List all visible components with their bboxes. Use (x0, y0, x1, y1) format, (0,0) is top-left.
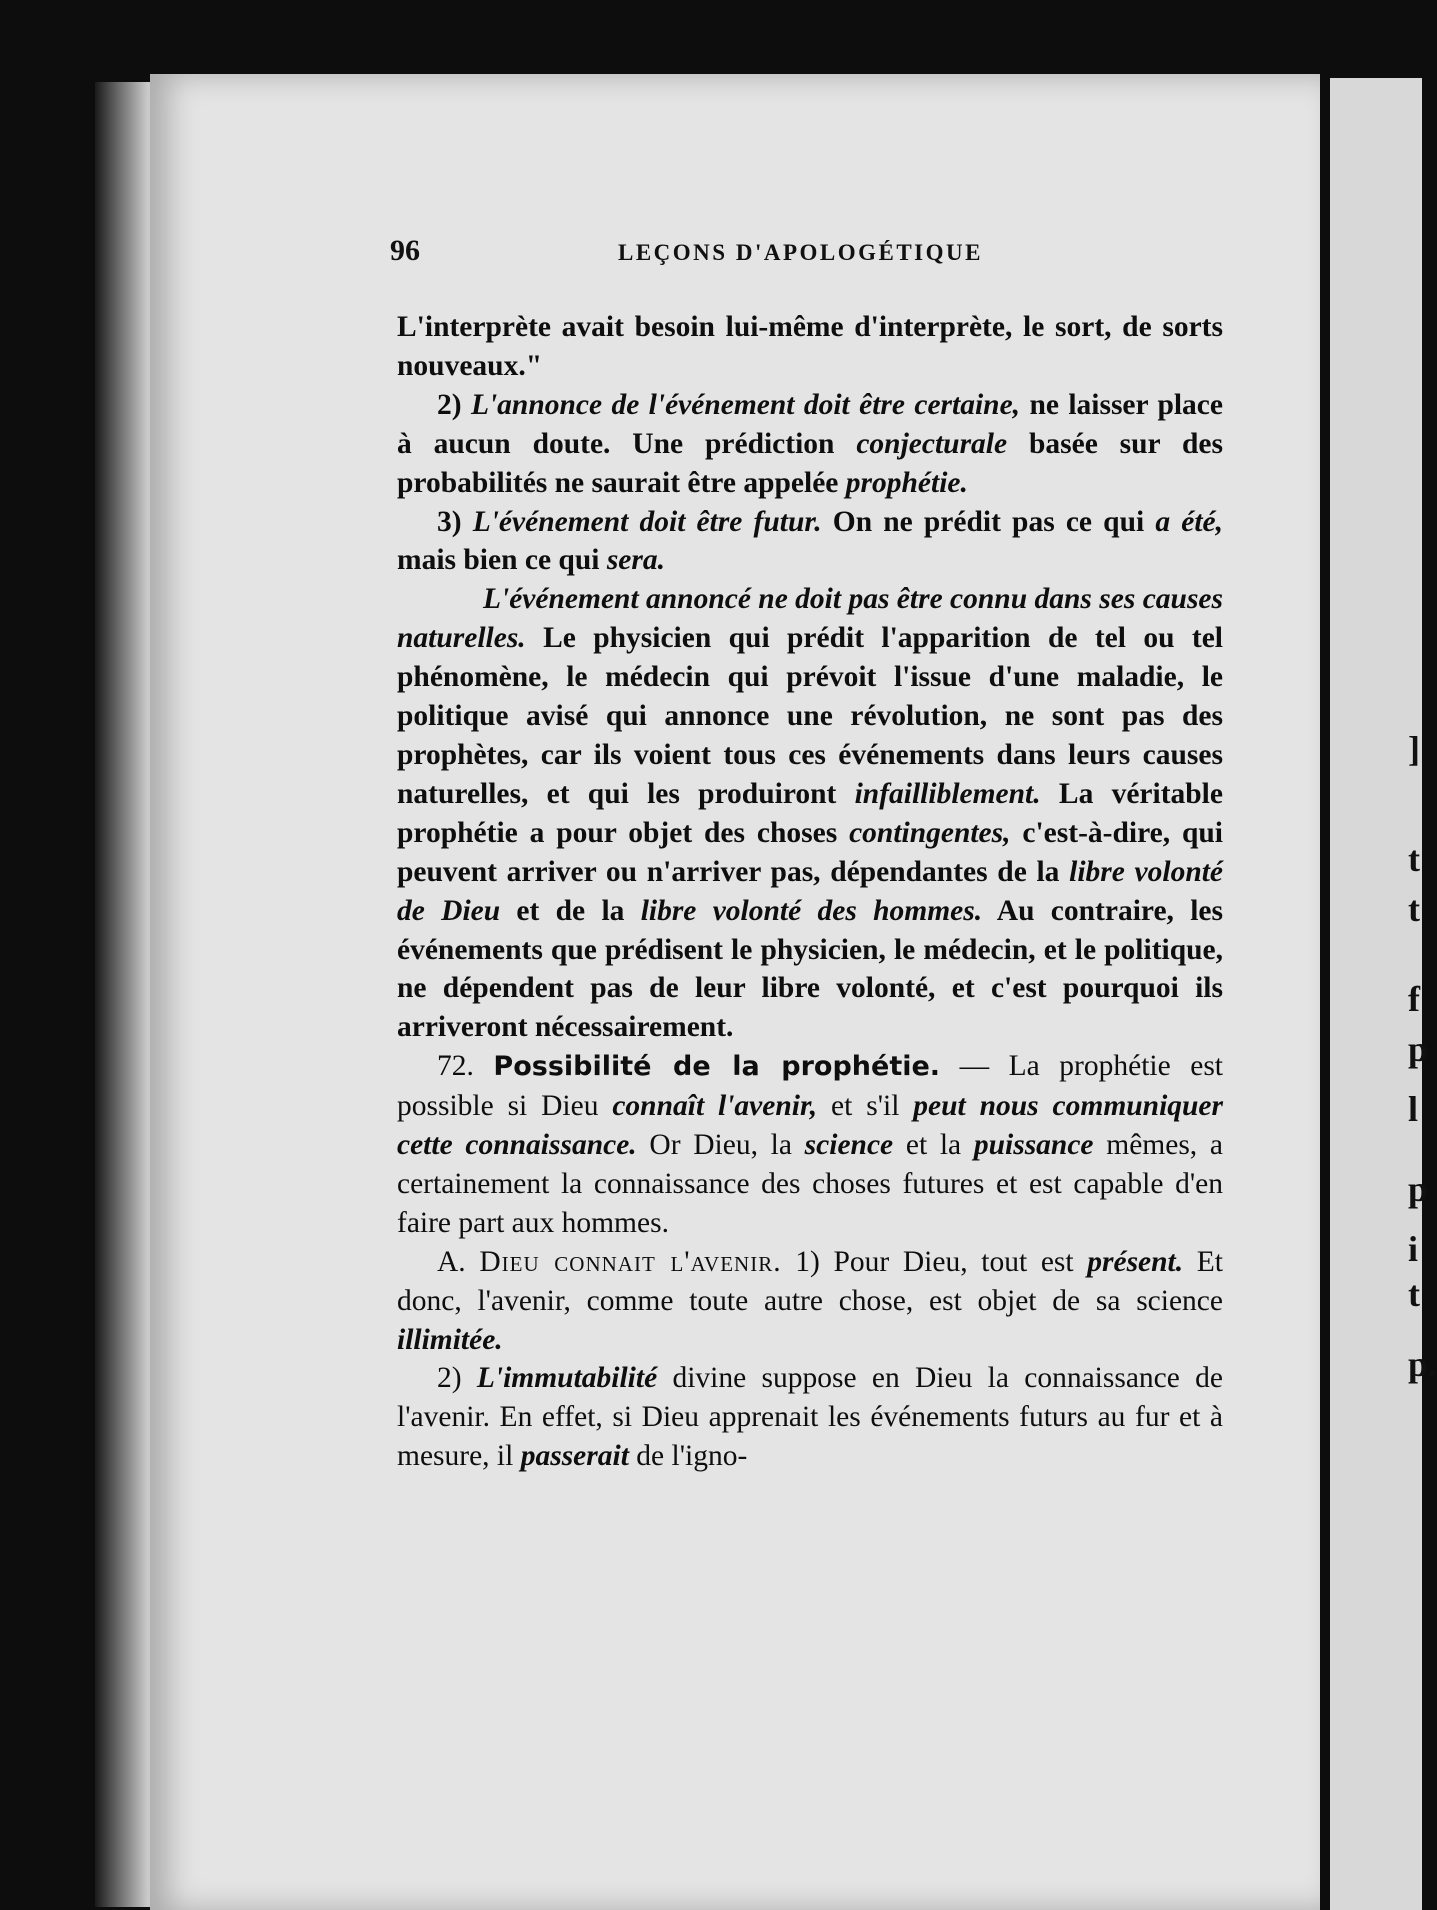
text-segment: Au contraire, les événements que prédisent le physicien, le médecin, et le politique, ne dépendent pas de leur libre volonté, et c'est pourquoi ils arriveront nécessairement. (397, 894, 1223, 1044)
text-segment: libre volonté des hommes. (640, 894, 983, 927)
text-segment: infailliblement. (854, 777, 1041, 810)
paragraph (397, 580, 1223, 1047)
text-segment: Dieu connait l'avenir. (479, 1245, 782, 1278)
text-segment: puissance (973, 1129, 1094, 1162)
text-segment: de l'igno- (628, 1440, 748, 1473)
text-segment: divine suppose en Dieu la connaissance de l'avenir. En effet, si Dieu apprenait les événements futurs au fur et à mesure, il (397, 1362, 1223, 1473)
text-segment: L'immutabilité (476, 1362, 658, 1395)
paragraph (397, 386, 1223, 503)
text-segment: L'événement doit être futur. (472, 505, 822, 538)
paragraph (397, 1243, 1223, 1360)
paragraph (397, 1359, 1223, 1476)
text-segment: Or Dieu, la (636, 1129, 805, 1162)
facing-page-letter: l (1408, 1089, 1419, 1129)
book-title: LEÇONS D'APOLOGÉTIQUE (618, 240, 983, 265)
facing-page-letter: t (1408, 839, 1420, 879)
text-segment: On ne prédit pas ce qui (821, 505, 1156, 538)
text-segment: et s'il (817, 1090, 914, 1123)
paragraph (397, 503, 1223, 581)
page-number: 96 (390, 234, 420, 267)
facing-page-letter: t (1408, 1274, 1420, 1314)
facing-page-letter: p (1408, 1169, 1429, 1209)
paragraph (397, 308, 1223, 386)
text-segment: contingentes, (849, 816, 1011, 849)
facing-page-letter: t (1408, 889, 1420, 929)
text-segment: A. (437, 1245, 480, 1278)
text-segment: 72. (437, 1050, 494, 1083)
facing-page-letter: ] (1408, 729, 1420, 769)
text-segment: a été, (1155, 505, 1223, 538)
text-segment: Possibilité de la prophétie. (493, 1051, 941, 1083)
facing-page-letter: f (1408, 979, 1420, 1019)
facing-page-letter: i (1408, 1229, 1419, 1269)
facing-page-letter: p. (1408, 1344, 1437, 1384)
text-segment: et la (893, 1129, 974, 1162)
text-segment: L'annonce de l'événement doit être certaine, (470, 388, 1021, 421)
text-segment: prophétie. (845, 466, 968, 499)
text-segment: connaît l'avenir, (612, 1090, 818, 1123)
text-segment: passerait (520, 1440, 629, 1473)
text-segment: mais bien ce qui (397, 544, 607, 577)
text-segment: L'événement annoncé ne doit pas être connu dans ses causes naturelles. (397, 583, 1223, 655)
paragraph (397, 1047, 1223, 1243)
text-segment: L'interprète avait besoin lui-même d'interprète, le sort, de sorts nouveaux." (397, 311, 1223, 382)
text-segment: présent. (1087, 1245, 1184, 1278)
facing-page-letter: p (1408, 1029, 1429, 1069)
text-segment: mêmes, a certainement la connaissance des choses futures et est capable d'en faire part aux hommes. (397, 1129, 1223, 1239)
text-segment: Le physicien qui prédit l'apparition de tel ou tel phénomène, le médecin qui prévoit l'issue d'une maladie, le politique avisé qui annonce une révolution, ne sont pas des prophètes, car ils voient tous ces événements dans leurs causes naturelles, et qui les produiront (397, 622, 1223, 810)
text-segment: La véritable prophétie a pour objet des choses (397, 777, 1223, 849)
text-segment: conjecturale (856, 427, 1008, 460)
text-segment: c'est-à-dire, qui peuvent arriver ou n'arriver pas, dépendantes de la (397, 816, 1223, 888)
text-segment: 3) (437, 505, 473, 538)
text-segment: illimitée. (397, 1323, 503, 1356)
text-segment: 1) Pour Dieu, tout est (781, 1245, 1088, 1278)
text-segment: ne laisser place à aucun doute. Une prédiction (397, 388, 1223, 460)
body-text (397, 308, 1223, 1476)
text-segment: et de la (500, 894, 641, 927)
text-segment: sera. (606, 544, 665, 577)
text-segment: libre volonté de Dieu (397, 855, 1224, 927)
running-head (390, 234, 1250, 274)
text-segment: basée sur des probabilités ne saurait être appelée (397, 427, 1223, 499)
text-segment: peut nous communiquer cette connaissance. (397, 1090, 1224, 1162)
text-segment: 2) (437, 388, 471, 421)
facing-page-edge (1330, 78, 1437, 1910)
text-segment: science (804, 1129, 894, 1162)
text-segment: — La prophétie est possible si Dieu (397, 1050, 1223, 1123)
text-segment: Et donc, l'avenir, comme toute autre chose, est objet de sa science (397, 1245, 1224, 1317)
text-segment: 2) (437, 1362, 477, 1395)
